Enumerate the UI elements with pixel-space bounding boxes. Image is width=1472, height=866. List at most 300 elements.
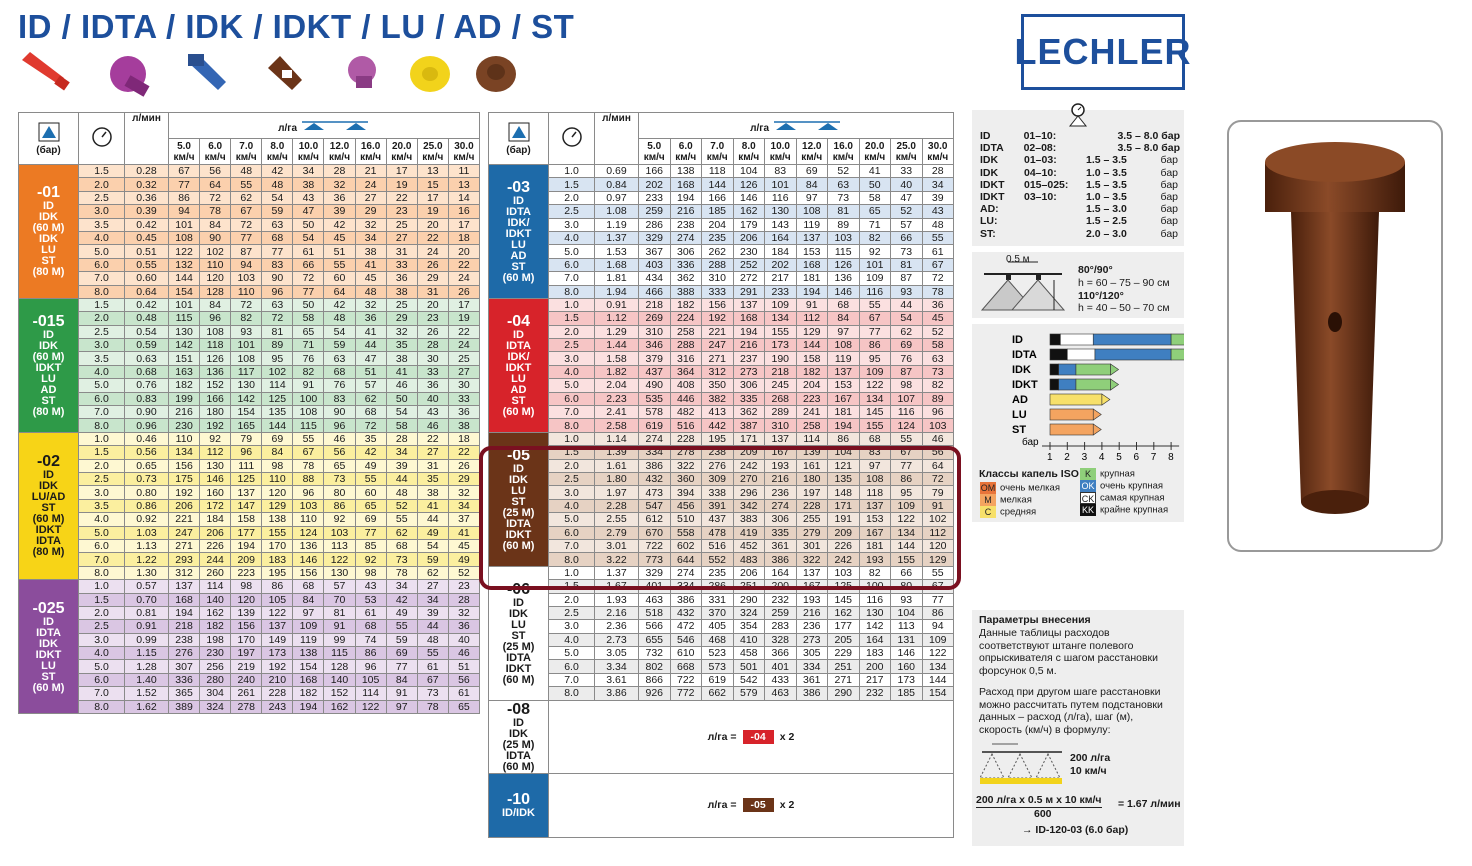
rate-cell: 13 (448, 178, 479, 191)
rate-cell: 35 (355, 432, 386, 445)
rate-cell: 45 (324, 231, 355, 244)
rate-cell: 268 (765, 392, 797, 405)
table-row (19, 620, 480, 633)
rate-cell: 62 (386, 526, 417, 539)
gauge-icon (561, 126, 583, 148)
speed-value: 30.0 (928, 140, 948, 152)
rate-cell: 97 (859, 459, 891, 472)
rate-cell: 66 (891, 566, 923, 579)
rate-cell: 77 (169, 178, 200, 191)
rate-cell: 602 (670, 539, 702, 552)
rate-cell: 112 (922, 526, 954, 539)
rate-cell: 177 (828, 620, 860, 633)
reference-size: -05 (743, 798, 774, 812)
rate-cell: 304 (200, 687, 231, 700)
rate-cell: 44 (891, 298, 923, 311)
size-code: -01 (36, 184, 61, 202)
rate-cell: 23 (448, 580, 479, 593)
rate-cell: 134 (859, 392, 891, 405)
bar-tick-label: 4 (1098, 452, 1105, 463)
rate-cell: 403 (639, 258, 671, 271)
rate-cell: 192 (262, 660, 293, 673)
pressure-cell: 8.0 (549, 419, 595, 432)
pressure-range: 1.5 – 3.5 (1086, 154, 1127, 167)
rate-cell: 271 (828, 673, 860, 686)
rate-cell: 19 (448, 312, 479, 325)
rate-cell: 926 (639, 687, 671, 700)
flow-cell: 1.19 (595, 218, 639, 231)
rate-cell: 516 (670, 419, 702, 432)
extra-formula-cell (549, 700, 954, 773)
rate-cell: 116 (859, 285, 891, 298)
nozzle-type: ID (43, 469, 54, 482)
rate-cell: 14 (448, 191, 479, 204)
rate-cell: 386 (670, 593, 702, 606)
pressure-cell: 3.5 (79, 218, 125, 231)
speed-col-7.0 (702, 139, 734, 165)
pressure-unit: бар (1160, 178, 1178, 191)
rate-cell: 32 (386, 325, 417, 338)
rate-cell: 206 (733, 231, 765, 244)
pressure-unit: бар (1160, 227, 1178, 240)
speed-value: 6.0 (208, 140, 223, 152)
speed-col-30.0 (922, 139, 954, 165)
rate-cell: 153 (796, 245, 828, 258)
rate-cell: 236 (765, 486, 797, 499)
rate-cell: 331 (702, 593, 734, 606)
pressure-cell: 1.5 (79, 165, 125, 178)
rate-cell: 288 (670, 339, 702, 352)
flow-cell: 0.96 (125, 419, 169, 432)
rate-cell: 28 (417, 339, 448, 352)
rate-cell: 336 (670, 258, 702, 271)
rate-cell: 46 (324, 432, 355, 445)
table-row (489, 566, 954, 579)
rate-cell: 62 (891, 325, 923, 338)
pressure-sizes (1024, 203, 1086, 215)
rate-cell: 79 (922, 486, 954, 499)
pressure-cell: 6.0 (79, 539, 125, 552)
rate-cell: 336 (169, 673, 200, 686)
rate-cell: 110 (231, 285, 262, 298)
bar-tick-label: 3 (1081, 452, 1088, 463)
flow-cell: 0.36 (125, 191, 169, 204)
rate-cell: 72 (922, 472, 954, 485)
table-row (489, 539, 954, 552)
rate-cell: 156 (293, 566, 324, 579)
rate-cell: 156 (702, 298, 734, 311)
pressure-cell: 6.0 (549, 392, 595, 405)
iso-classes-panel (972, 464, 1184, 522)
rate-cell: 137 (733, 298, 765, 311)
rate-cell: 194 (670, 191, 702, 204)
rate-cell: 148 (828, 486, 860, 499)
nozzle-spray-icon (38, 122, 60, 142)
rate-cell: 105 (355, 673, 386, 686)
rate-cell: 228 (670, 432, 702, 445)
rate-cell: 33 (417, 365, 448, 378)
rate-cell: 56 (922, 446, 954, 459)
rate-cell: 17 (386, 165, 417, 178)
rate-cell: 177 (231, 526, 262, 539)
rate-cell: 228 (262, 687, 293, 700)
rate-cell: 25 (448, 352, 479, 365)
rate-cell: 216 (670, 205, 702, 218)
table-row (19, 633, 480, 646)
rate-cell: 53 (355, 593, 386, 606)
table-row (489, 687, 954, 700)
rate-cell: 184 (765, 245, 797, 258)
rate-cell: 96 (355, 660, 386, 673)
rate-cell: 32 (448, 606, 479, 619)
pressure-cell: 5.0 (79, 245, 125, 258)
rate-cell: 41 (355, 325, 386, 338)
rate-cell: 175 (169, 472, 200, 485)
rate-cell: 142 (231, 392, 262, 405)
speed-value: 7.0 (710, 140, 725, 152)
rate-cell: 272 (733, 272, 765, 285)
red-nozzle-icon (18, 50, 74, 102)
rate-cell: 136 (828, 272, 860, 285)
pressure-cell: 8.0 (79, 285, 125, 298)
rate-cell: 142 (859, 620, 891, 633)
rate-cell: 218 (639, 298, 671, 311)
pressure-range: 1.5 – 3.5 (1086, 178, 1127, 191)
rate-cell: 76 (324, 379, 355, 392)
rate-cell: 180 (796, 472, 828, 485)
rate-cell: 138 (670, 165, 702, 178)
flow-cell: 2.73 (595, 633, 639, 646)
rate-cell: 82 (922, 379, 954, 392)
rate-cell: 405 (702, 620, 734, 633)
rate-cell: 81 (262, 325, 293, 338)
table-row (489, 580, 954, 593)
rate-cell: 55 (324, 258, 355, 271)
rate-cell: 72 (231, 218, 262, 231)
table-row (489, 419, 954, 432)
rate-cell: 307 (169, 660, 200, 673)
nozzle-type: (25 M) (502, 640, 535, 653)
rate-cell: 33 (386, 258, 417, 271)
rate-cell: 164 (859, 633, 891, 646)
rate-cell: 62 (231, 191, 262, 204)
rate-cell: 55 (355, 472, 386, 485)
nozzle-type: IDK (509, 607, 528, 620)
rate-cell: 57 (891, 218, 923, 231)
nozzle-type: IDK (39, 637, 58, 650)
rate-cell: 109 (859, 272, 891, 285)
rate-cell: 194 (231, 539, 262, 552)
rate-cell: 67 (293, 446, 324, 459)
table-row (19, 566, 480, 579)
rate-cell: 173 (765, 339, 797, 352)
rate-cell: 433 (765, 673, 797, 686)
rate-cell: 27 (417, 580, 448, 593)
rate-cell: 216 (765, 472, 797, 485)
pressure-range: 1.0 – 3.5 (1086, 166, 1127, 179)
flow-cell: 0.57 (125, 580, 169, 593)
rate-cell: 73 (386, 553, 417, 566)
rate-cell: 274 (670, 566, 702, 579)
table-row (489, 379, 954, 392)
rate-cell: 194 (796, 285, 828, 298)
rate-cell: 310 (702, 272, 734, 285)
rate-cell: 28 (922, 165, 954, 178)
rate-cell: 194 (293, 700, 324, 713)
pressure-cell: 4.0 (549, 231, 595, 244)
rate-cell: 153 (828, 379, 860, 392)
bar-arrow (1111, 364, 1119, 375)
speed-value: 5.0 (647, 140, 662, 152)
flow-cell: 0.83 (125, 392, 169, 405)
rate-cell: 216 (733, 339, 765, 352)
rate-cell: 383 (733, 513, 765, 526)
rate-cell: 200 (765, 580, 797, 593)
rate-cell: 360 (670, 472, 702, 485)
rate-cell: 256 (200, 660, 231, 673)
pressure-type: ST: (980, 227, 996, 240)
rate-cell: 64 (200, 178, 231, 191)
nozzle-type: IDTA (36, 535, 61, 548)
table-row (19, 312, 480, 325)
pressure-cell: 2.0 (79, 312, 125, 325)
rate-cell: 48 (355, 285, 386, 298)
iso-code: K (1080, 468, 1096, 480)
flow-cell: 1.15 (125, 647, 169, 660)
rate-cell: 218 (765, 365, 797, 378)
rate-cell: 290 (828, 687, 860, 700)
pressure-cell: 1.0 (549, 298, 595, 311)
rate-cell: 276 (702, 459, 734, 472)
rate-cell: 181 (796, 272, 828, 285)
rate-cell: 38 (386, 352, 417, 365)
table-row (489, 352, 954, 365)
speed-unit: км/ч (927, 151, 949, 163)
rate-cell: 78 (922, 285, 954, 298)
bar-tick-label: 2 (1064, 452, 1070, 463)
rate-cell: 96 (324, 419, 355, 432)
speed-unit: км/ч (769, 151, 791, 163)
iso-item-OM (980, 482, 1060, 494)
flow-cell: 1.29 (595, 325, 639, 338)
table-row (19, 392, 480, 405)
nozzle-type: LU (511, 484, 526, 497)
rate-cell: 137 (765, 432, 797, 445)
pressure-sizes: 01–10: (1023, 130, 1057, 142)
rate-cell: 108 (293, 406, 324, 419)
bar-arrow (1093, 424, 1101, 435)
flow-cell: 1.67 (595, 580, 639, 593)
rate-cell: 217 (859, 673, 891, 686)
speed-unit: км/ч (738, 151, 760, 163)
rate-cell: 99 (324, 633, 355, 646)
rate-cell: 89 (262, 339, 293, 352)
rate-cell: 22 (448, 325, 479, 338)
rate-cell: 29 (386, 312, 417, 325)
pressure-cell: 3.0 (79, 633, 125, 646)
pressure-type: IDTA (980, 142, 1004, 155)
rate-cell: 164 (765, 231, 797, 244)
pressure-cell: 7.0 (549, 539, 595, 552)
speed-col-25.0 (891, 139, 923, 165)
formula-result: = 1.67 л/мин (1118, 798, 1181, 810)
rate-cell: 472 (670, 620, 702, 633)
rate-cell: 109 (293, 620, 324, 633)
rate-cell: 115 (828, 245, 860, 258)
table-row (19, 285, 480, 298)
pressure-cell: 7.0 (549, 673, 595, 686)
speed-col-8.0 (733, 139, 765, 165)
speed-unit: км/ч (832, 151, 854, 163)
rate-cell: 773 (639, 553, 671, 566)
bar-tick-label: 1 (1047, 452, 1053, 463)
pressure-gauge-icon (1066, 102, 1090, 128)
catalog-title: ID / IDTA / IDK / IDKT / LU / AD / ST (18, 8, 575, 45)
rate-cell: 64 (922, 459, 954, 472)
rate-cell: 328 (765, 633, 797, 646)
rate-cell: 27 (417, 446, 448, 459)
rate-cell: 290 (733, 593, 765, 606)
angle-110-120: 110°/120° (1078, 290, 1124, 302)
flow-cell: 1.68 (595, 258, 639, 271)
rate-cell: 38 (448, 419, 479, 432)
iso-item-KK (1080, 504, 1168, 516)
rate-cell: 138 (262, 513, 293, 526)
rate-cell: 36 (386, 272, 417, 285)
rate-cell: 122 (262, 606, 293, 619)
pressure-range: 1.0 – 3.5 (1086, 191, 1127, 204)
rate-cell: 96 (262, 285, 293, 298)
rate-cell: 87 (891, 272, 923, 285)
rate-cell: 45 (355, 272, 386, 285)
rate-cell: 401 (765, 660, 797, 673)
pressure-cell: 2.5 (79, 325, 125, 338)
multiplier: x 2 (779, 799, 795, 812)
rate-cell: 47 (891, 191, 923, 204)
pressure-sizes: 015–025: (1024, 178, 1069, 191)
rate-cell: 161 (796, 459, 828, 472)
rate-cell: 139 (796, 446, 828, 459)
rate-cell: 232 (859, 687, 891, 700)
brown-cap-nozzle-icon (470, 50, 526, 102)
speed-value: 25.0 (896, 140, 916, 152)
rate-cell: 90 (262, 272, 293, 285)
pressure-cell: 5.0 (79, 379, 125, 392)
boom-spacing-icon (300, 117, 370, 131)
rate-cell: 34 (293, 165, 324, 178)
rate-cell: 24 (417, 245, 448, 258)
rate-cell: 137 (169, 580, 200, 593)
table-row (19, 472, 480, 485)
rate-cell: 32 (355, 298, 386, 311)
pressure-cell: 2.5 (549, 205, 595, 218)
table-row (489, 673, 954, 686)
nozzle-type: ID/IDK (502, 807, 535, 820)
rate-cell: 218 (169, 620, 200, 633)
rate-cell: 155 (891, 553, 923, 566)
rate-cell: 154 (231, 406, 262, 419)
nozzle-type: LU (511, 618, 526, 631)
rate-cell: 86 (262, 580, 293, 593)
rate-cell: 722 (670, 673, 702, 686)
rate-cell: 82 (231, 312, 262, 325)
rate-cell: 68 (828, 298, 860, 311)
rate-cell: 55 (293, 432, 324, 445)
rate-cell: 235 (702, 231, 734, 244)
flow-cell: 3.34 (595, 660, 639, 673)
flow-cell: 0.42 (125, 218, 169, 231)
pressure-row (980, 215, 1180, 227)
rate-cell: 72 (231, 298, 262, 311)
rate-cell: 387 (733, 419, 765, 432)
rate-cell: 182 (169, 379, 200, 392)
rate-cell: 195 (262, 566, 293, 579)
rate-cell: 38 (417, 486, 448, 499)
rate-cell: 103 (828, 566, 860, 579)
nozzle-type: LU (41, 372, 56, 385)
rate-cell: 162 (828, 606, 860, 619)
flow-cell: 0.42 (125, 298, 169, 311)
rate-cell: 72 (200, 191, 231, 204)
rate-cell: 73 (324, 472, 355, 485)
bar-segment (1067, 349, 1095, 360)
rate-cell: 130 (200, 459, 231, 472)
rate-cell: 242 (733, 459, 765, 472)
rate-cell: 401 (639, 580, 671, 593)
pressure-cell: 7.0 (79, 687, 125, 700)
rate-cell: 110 (169, 432, 200, 445)
speed-col-20.0 (386, 139, 417, 165)
rate-cell: 115 (324, 647, 355, 660)
speed-value: 16.0 (833, 140, 853, 152)
rate-cell: 546 (670, 633, 702, 646)
nozzle-type: IDK/ (507, 350, 530, 363)
rate-cell: 34 (355, 231, 386, 244)
iso-name: очень мелкая (1000, 482, 1060, 494)
rate-cell: 162 (200, 606, 231, 619)
rate-cell: 192 (169, 486, 200, 499)
rate-cell: 137 (859, 499, 891, 512)
rate-cell: 52 (922, 325, 954, 338)
rate-cell: 202 (765, 258, 797, 271)
rate-cell: 55 (231, 178, 262, 191)
rate-cell: 92 (355, 553, 386, 566)
pressure-cell: 8.0 (549, 687, 595, 700)
rate-cell: 145 (859, 406, 891, 419)
speed-unit: км/ч (297, 151, 319, 163)
speed-unit: км/ч (706, 151, 728, 163)
rate-cell: 129 (262, 499, 293, 512)
rate-cell: 110 (200, 258, 231, 271)
rate-cell: 51 (324, 245, 355, 258)
flow-cell: 1.97 (595, 486, 639, 499)
rate-cell: 61 (448, 687, 479, 700)
rate-cell: 27 (448, 365, 479, 378)
nozzle-type: LU (511, 238, 526, 251)
rate-cell: 370 (702, 606, 734, 619)
flow-cell: 0.97 (595, 191, 639, 204)
rate-cell: 128 (324, 660, 355, 673)
bar-label-IDTA: IDTA (1012, 349, 1037, 361)
iso-name: средняя (1000, 506, 1037, 518)
pressure-type: IDK (980, 154, 999, 167)
rate-cell: 39 (922, 191, 954, 204)
pressure-cell: 5.0 (549, 647, 595, 660)
table-row (19, 499, 480, 512)
rate-cell: 72 (293, 272, 324, 285)
flow-cell: 2.04 (595, 379, 639, 392)
nozzle-size--06 (489, 566, 549, 700)
